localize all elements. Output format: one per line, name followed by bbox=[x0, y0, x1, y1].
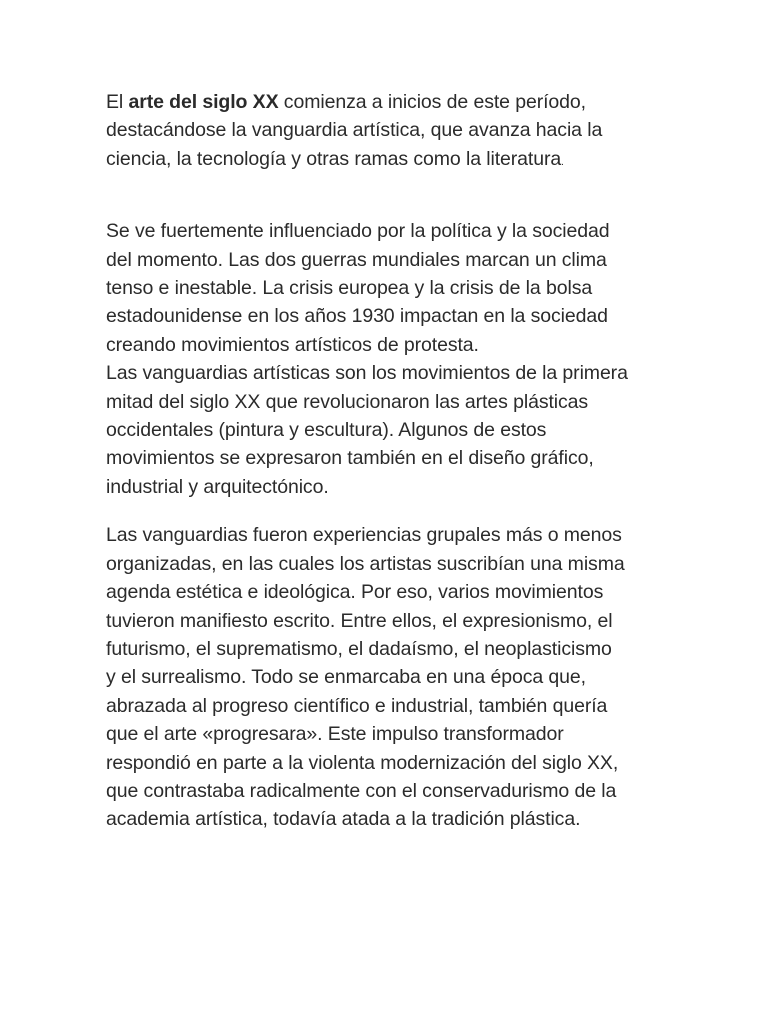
paragraph-intro-prefix: El bbox=[106, 91, 129, 113]
paragraph-intro bbox=[106, 88, 676, 177]
paragraph-vanguards-groups: Las vanguardias fueron experiencias grupales más o menos organizadas, en las cuales los artistas suscribían una misma agenda estética e ideológica. Por eso, varios movimientos tuvieron manifiesto escrito. Entre ellos, el expresionismo, el futurismo, el suprematismo, el dadaísmo, el neoplasticismo y el surrealismo. Todo se enmarcaba en una época que, abrazada al progreso científico e industrial, también quería que el arte «progresara». Este impulso transformador respondió en parte a la violenta modernización del siglo XX, que contrastaba radicalmente con el conservadurismo de la academia artística, todavía atada a la tradición plástica. bbox=[106, 524, 625, 831]
paragraph-intro-period: . bbox=[561, 156, 564, 168]
paragraph-vanguards-definition: Las vanguardias artísticas son los movimientos de la primera mitad del siglo XX que revolucionaron las artes plásticas occidentales (pintura y escultura). Algunos de estos movimientos se expresaron también en el diseño gráfico, industrial y arquitectónico. bbox=[106, 362, 628, 498]
document-page bbox=[106, 88, 676, 834]
paragraph-politics: Se ve fuertemente influenciado por la política y la sociedad del momento. Las dos guerras mundiales marcan un clima tenso e inestable. La crisis europea y la crisis de la bolsa estadounidense en los años 1930 impactan en la sociedad creando movimientos artísticos de protesta. bbox=[106, 220, 610, 356]
paragraph-intro-body: comienza a inicios de este período, destacándose la vanguardia artística, que avanza hacia la ciencia, la tecnología y otras ramas como la literatura bbox=[106, 91, 603, 170]
paragraph-intro-bold-term: arte del siglo XX bbox=[128, 91, 279, 113]
